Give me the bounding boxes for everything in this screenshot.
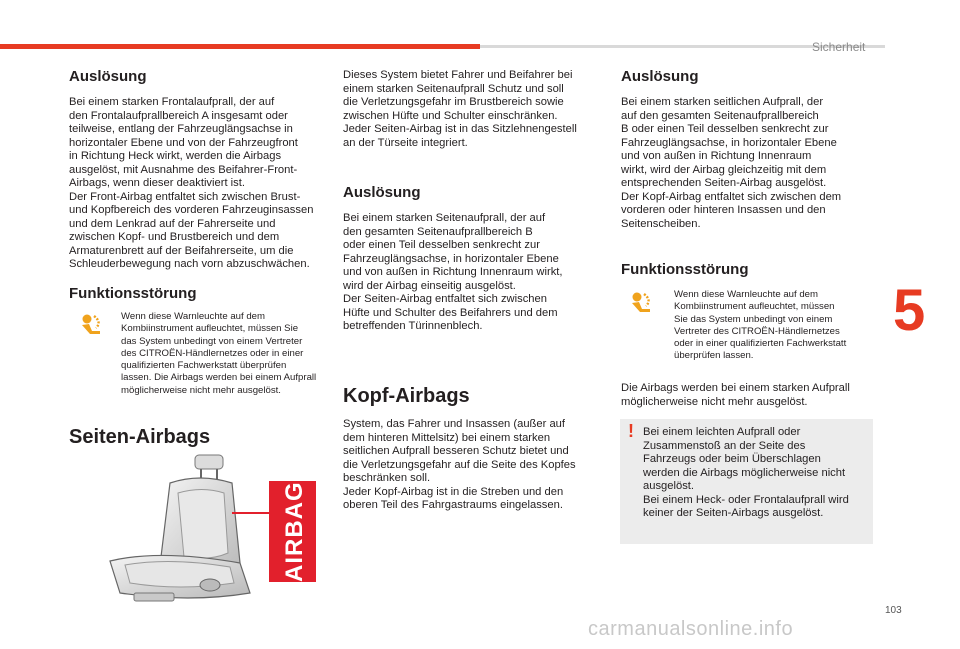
- heading-kopf-airbags: Kopf-Airbags: [343, 385, 470, 407]
- paragraph-seiten-intro: Dieses System bietet Fahrer und Beifahrer bei einem starken Seitenaufprall Schutz und soll die Verletzungsgefahr im Brustbereich sowie zwischen Hüfte und Schulter einschränken. Jeder Seiten-Airbag ist in das Sitzlehnengestell an der Türseite integriert.: [343, 69, 577, 149]
- heading-ausloesung-kopf: Auslösung: [621, 68, 699, 85]
- page-number: 103: [885, 605, 902, 616]
- heading-funktionsstoerung-1: Funktionsstörung: [69, 285, 197, 302]
- heading-ausloesung-seite: Auslösung: [343, 184, 421, 201]
- exclamation-icon: !: [628, 421, 634, 441]
- heading-seiten-airbags: Seiten-Airbags: [69, 426, 211, 448]
- airbag-label-tag: [269, 481, 316, 582]
- heading-funktionsstoerung-2: Funktionsstörung: [621, 261, 749, 278]
- paragraph-ausloesung-front: Bei einem starken Frontalaufprall, der auf den Frontalaufprallbereich A insgesamt oder teilweise, entlang der Fahrzeuglängsachse in horizontaler Ebene und von der Fahrzeugfront in Richtung Heck wirkt, werden die Airbags ausgelöst, mit Ausnahme des Beifahrer-Front- Airbags, wenn dieser deaktiviert ist. Der Front-Airbag entfaltet sich zwischen Brust- und Kopfbereich des vorderen Fahrzeuginsassen und dem Lenkrad auf der Fahrerseite und zwischen Kopf- und Brustbereich und dem Armaturenbrett auf der Beifahrerseite, um die Schleuderbewegung nach vorn abzuschwächen.: [69, 96, 314, 270]
- paragraph-ausloesung-hinweis: Die Airbags werden bei einem starken Aufprall möglicherweise nicht mehr ausgelöst.: [621, 382, 850, 408]
- warning-text-front: Wenn diese Warnleuchte auf dem Kombiinstrument aufleuchtet, müssen Sie das System unbedingt von einem Vertreter des CITROËN-Händlernetzes oder in einer qualifizierten Fachwerkstatt überprüfen lassen. Die Airbags werden bei einem Aufprall möglicherweise nicht mehr ausgelöst.: [121, 311, 317, 396]
- heading-ausloesung-front: Auslösung: [69, 68, 147, 85]
- airbag-label-text: AIRBAG: [281, 481, 308, 582]
- header-accent-bar: [0, 44, 480, 49]
- airbag-warning-icon: [78, 312, 106, 340]
- paragraph-ausloesung-seite: Bei einem starken Seitenaufprall, der auf den gesamten Seitenaufprallbereich B oder einen Teil desselben senkrecht zur Fahrzeuglängsachse, in horizontaler Ebene und von außen in Richtung Innenraum wirkt, wird der Airbag einseitig ausgelöst. Der Seiten-Airbag entfaltet sich zwischen Hüfte und Schulter des Beifahrers und dem betreffenden Türinnenblech.: [343, 212, 563, 332]
- chapter-number: 5: [893, 278, 926, 343]
- seat-illustration: [100, 453, 270, 606]
- airbag-warning-icon: [628, 290, 656, 318]
- paragraph-ausloesung-kopf: Bei einem starken seitlichen Aufprall, der auf den gesamten Seitenaufprallbereich B oder einen Teil desselben senkrecht zur Fahrzeuglängsachse, in horizontaler Ebene und von außen in Richtung Innenraum wirkt, wird der Airbag gleichzeitig mit dem entsprechenden Seiten-Airbag ausgelöst. Der Kopf-Airbag entfaltet sich zwischen dem vorderen oder hinteren Insassen und den Seitenscheiben.: [621, 96, 842, 230]
- paragraph-kopf-airbags: System, das Fahrer und Insassen (außer auf dem hinteren Mittelsitz) bei einem starken seitlichen Aufprall besseren Schutz bietet und die Verletzungsgefahr auf die Seite des Kopfes beschränken soll. Jeder Kopf-Airbag ist in die Streben und den oberen Teil des Fahrgastraums eingelassen.: [343, 418, 576, 511]
- warning-box-text: Bei einem leichten Aufprall oder Zusammenstoß an der Seite des Fahrzeugs oder beim Überschlagen werden die Airbags möglicherweise nicht ausgelöst. Bei einem Heck- oder Frontalaufprall wird keiner der Seiten-Airbags ausgelöst.: [643, 426, 849, 519]
- section-title: Sicherheit: [812, 40, 866, 54]
- warning-text-kopf: Wenn diese Warnleuchte auf dem Kombiinstrument aufleuchtet, müssen Sie das System unbedingt von einem Vertreter des CITROËN-Händlernetzes oder in einer qualifizierten Fachwerkstatt überprüfen lassen.: [674, 289, 847, 362]
- watermark: carmanualsonline.info: [588, 618, 794, 640]
